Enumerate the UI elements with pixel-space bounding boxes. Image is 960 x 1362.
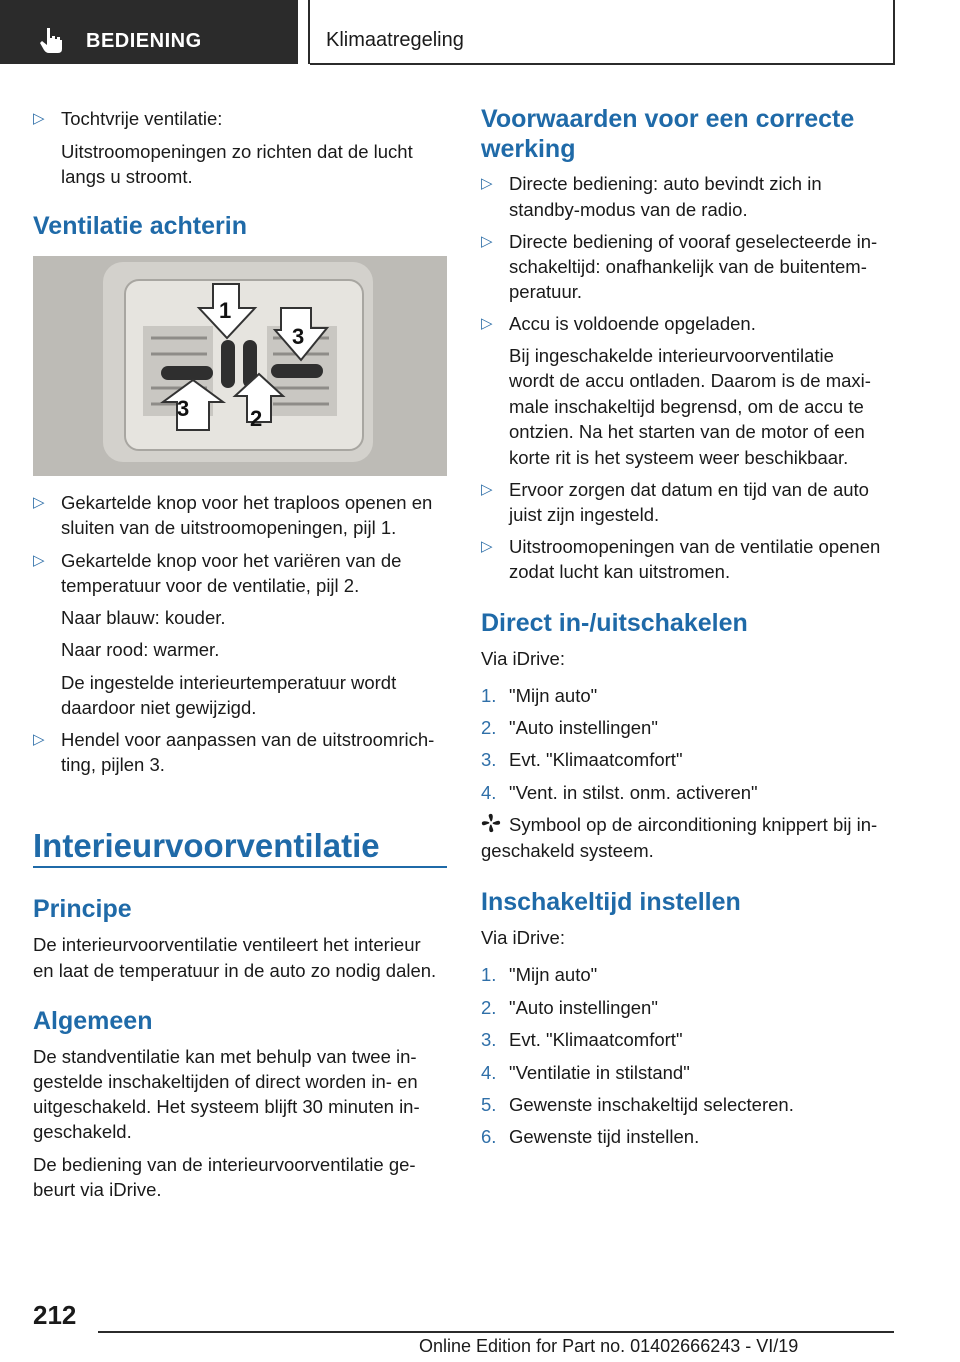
paragraph-line: peratuur. [509,281,583,302]
paragraph-line: male inschakeltijd begrensd, om de accu te [509,396,864,417]
section-tab [0,0,298,64]
paragraph-line: zodat lucht kan uitstromen. [509,561,731,582]
via-idrive-label: Via iDrive: [481,648,565,669]
paragraph-line: ting, pijlen 3. [61,754,165,775]
paragraph-line: en laat de temperatuur in de auto zo nodig dalen. [33,960,437,981]
heading-rule [33,866,447,868]
section-label: BEDIENING [86,30,202,52]
paragraph-line: De ingestelde interieurtemperatuur wordt [61,672,397,693]
paragraph-line: korte rit is het systeem weer beschikbaar. [509,447,849,468]
bullet-triangle-icon: ▷ [33,731,45,748]
pointing-hand-icon [38,26,66,54]
paragraph-line: De standventilatie kan met behulp van twee in- [33,1046,417,1067]
header-border-bottom [310,63,895,65]
paragraph-line: uitgeschakeld. Het systeem blijft 30 minuten in- [33,1096,420,1117]
paragraph-line: Naar rood: warmer. [61,639,220,660]
paragraph-line: sluiten van de uitstroomopeningen, pijl 1. [61,517,397,538]
bullet-triangle-icon: ▷ [33,552,45,569]
paragraph-line: Symbool op de airconditioning knippert bij in- [509,814,878,835]
footer-rule [98,1331,894,1333]
paragraph-line: beurt via iDrive. [33,1179,162,1200]
heading-principe: Principe [33,895,132,923]
chapter-title: Klimaatregeling [326,29,464,51]
paragraph-line: Bij ingeschakelde interieurvoorventilatie [509,345,834,366]
figure-label-1: 1 [219,298,232,323]
fan-icon [481,813,501,833]
paragraph-line: langs u stroomt. [61,166,193,187]
paragraph-line: Uitstroomopeningen zo richten dat de lucht [61,141,413,162]
rear-vent-figure [33,256,447,476]
header-border-right [893,0,895,64]
bullet-triangle-icon: ▷ [481,233,493,250]
paragraph-line: standby-modus van de radio. [509,199,748,220]
paragraph-line: geschakeld systeem. [481,840,654,861]
bullet-triangle-icon: ▷ [481,175,493,192]
rear-vent-illustration [33,256,447,476]
paragraph-line: juist zijn ingesteld. [509,504,660,525]
bullet-triangle-icon: ▷ [481,538,493,555]
paragraph-line: schakeltijd: onafhankelijk van de buitentem- [509,256,867,277]
paragraph-line: daardoor niet gewijzigd. [61,697,257,718]
bullet-triangle-icon: ▷ [481,481,493,498]
heading-inschakeltijd: Inschakeltijd instellen [481,888,741,916]
heading-direct-schakelen: Direct in-/uitschakelen [481,609,748,637]
heading-interieurvoorventilatie: Interieurvoorventilatie [33,827,380,864]
paragraph-line: wordt de accu ontladen. Daarom is de maxi- [509,370,871,391]
paragraph-line: De bediening van de interieurvoorventilatie ge- [33,1154,416,1175]
paragraph-line: Naar blauw: kouder. [61,607,226,628]
paragraph-line: gestelde inschakeltijden of direct worden in- en [33,1071,418,1092]
paragraph-line: De interieurvoorventilatie ventileert het interieur [33,934,421,955]
heading-voorwaarden-line2: werking [481,135,576,163]
paragraph-line: ontzien. Na het starten van de motor of een [509,421,865,442]
via-idrive-label: Via iDrive: [481,927,565,948]
bullet-triangle-icon: ▷ [33,110,45,127]
paragraph-line: geschakeld. [33,1121,132,1142]
paragraph-line: temperatuur voor de ventilatie, pijl 2. [61,575,360,596]
figure-label-2: 2 [250,406,263,431]
heading-ventilatie-achterin: Ventilatie achterin [33,212,247,240]
bullet-triangle-icon: ▷ [481,315,493,332]
header-divider [308,0,310,64]
footer-edition: Online Edition for Part no. 01402666243 - VI/19 [419,1336,799,1356]
heading-algemeen: Algemeen [33,1007,153,1035]
bullet-triangle-icon: ▷ [33,494,45,511]
figure-label-3-left: 3 [177,396,190,421]
page-number: 212 [33,1300,77,1330]
figure-label-3-right: 3 [292,324,305,349]
heading-voorwaarden-line1: Voorwaarden voor een correcte [481,105,855,133]
